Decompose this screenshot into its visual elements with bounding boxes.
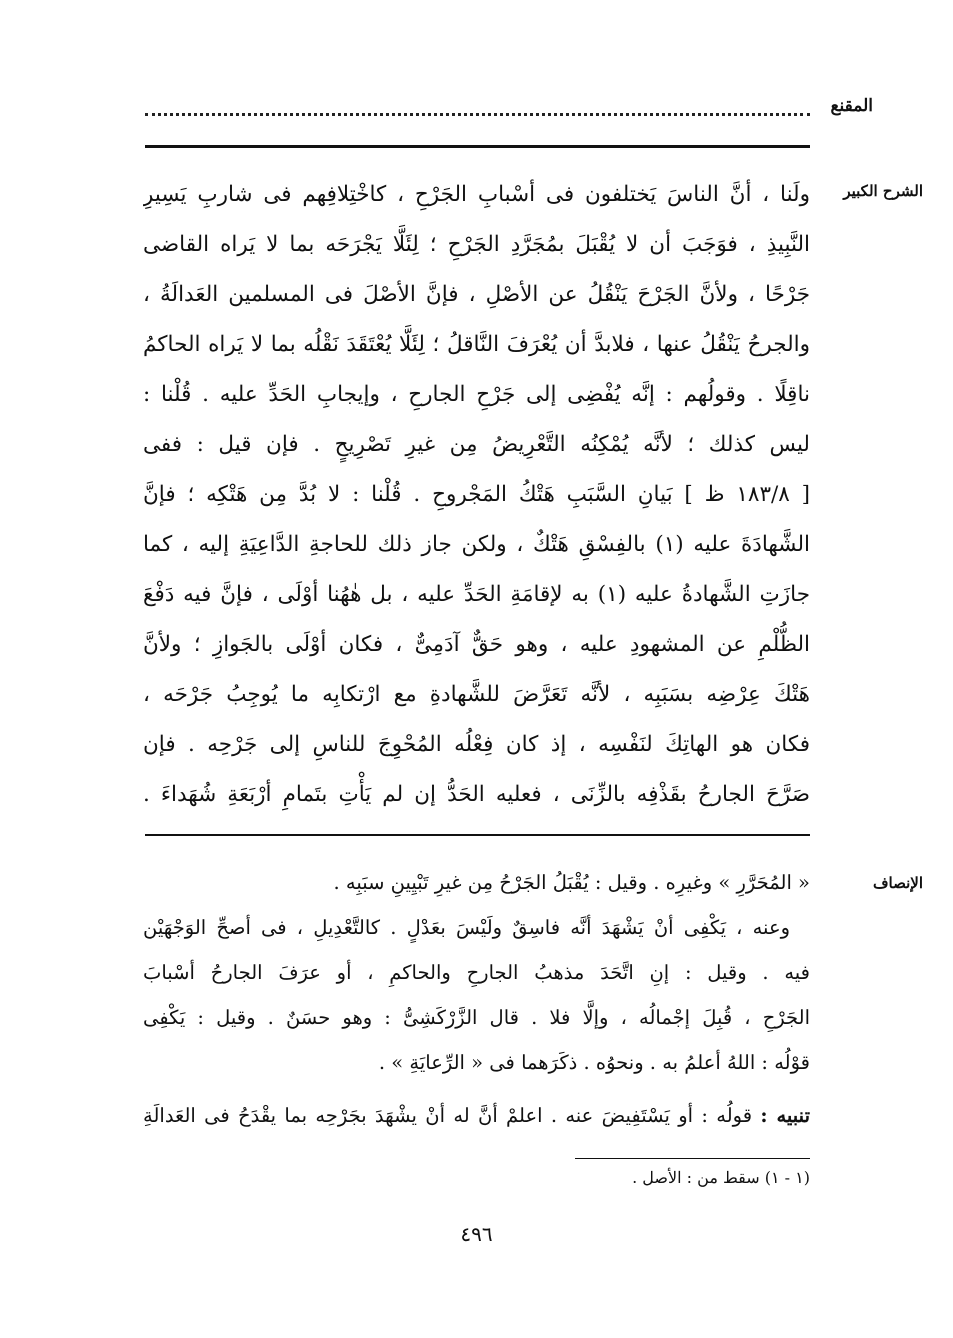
text-line: [ ١٨٣/٨ ظ ] بَيانِ السَّبَبِ هَتْكُ المَجْروحِ . قُلْنا : لا بُدَّ مِن هَتْكِه ؛ فإنَّ (143, 482, 810, 507)
footnote: (١ - ١) سقط من : الأصل . (632, 1168, 810, 1187)
side-label-sharh: الشرح الكبير (843, 182, 923, 200)
text-line: فيه . وقيل : إنِ اتَّحَدَ مذهبُ الجارحِ والحاكمِ ، أو عرَفَ الجارحُ أسْبابَ (143, 961, 810, 984)
text-line: « المُحَرَّرِ » وغيرِه . وقيل : يُقْبَلُ الجَرْحُ مِن غيرِ تَبْيِينِ سبَبِه . (333, 871, 810, 894)
main-commentary-text (143, 170, 810, 820)
text-line: قوْلُه : اللهُ أعلمُ به . ونحوُه . ذكَرَهما فى « الرِّعايَةِ » . (378, 1051, 810, 1074)
text-line: صَرَّحَ الجارحُ بقَذْفِه بالزِّنَى ، فعليه الحَدُّ إن لم يَأْتِ بتَمامِ أرْبَعَةِ شُهَداءَ . (143, 782, 810, 807)
text-line: جَرْحًا ، ولأنَّ الجَرْحَ يَنْقُلُ عن الأصْلِ ، فإنَّ الأصْلَ فى المسلمين العَدالَةُ ، (143, 282, 810, 307)
text-line: ناقِلًا . وقولُهم : إنَّه يُفْضِى إلى جَرْحِ الجارحِ ، وإيجابِ الحَدِّ عليه . قُلْنا : (143, 382, 810, 407)
text-line: والجرحُ يَنْقُلُ عنها ، فلابدَّ أن يُعْرَفَ النَّاقلُ ؛ لِئَلَّا يُعْتَقَدَ نَقْلُه بما لا يَراه الحاكمُ (143, 332, 810, 357)
side-label-insaf: الإنصاف (872, 874, 923, 892)
tanbih-text: قولُه : أو يَسْتَفِيضَ عنه . اعلمْ أنَّ له أنْ يشْهَدَ بجَرْحِه بما يقْدَحُ فى العَدالَةِ (143, 1104, 753, 1127)
text-line: ولَنا ، أنَّ الناسَ يَختلفون فى أسْبابِ الجَرْحِ ، كاخْتِلافِهم فى شاربِ يَسِيرِ (143, 182, 810, 207)
text-line: جازَتِ الشَّهادةُ عليه (١) به لإقامَةِ الحَدِّ عليه ، بل هٰهُنا أوْلَى ، فإنَّ فيه دَفْعَ (143, 582, 810, 607)
tanbih-line (143, 1093, 810, 1138)
insaf-text (143, 860, 810, 1138)
text-line: النَّبِيذِ ، فوَجَبَ أن لا يُقْبَلَ بمُجَرَّدِ الجَرْحِ ؛ لِئَلَّا يَجْرَحَه بما لا يَراه القاضى (143, 232, 810, 257)
text-line: الظُّلْمِ عن المشهودِ عليه ، وهو حَقٌّ آدَمِىٌّ ، فكان أوْلَى بالجَوازِ ؛ ولأنَّ (143, 632, 810, 657)
running-header-title: المقنع (830, 96, 873, 116)
text-line: الجَرْحِ ، قُبِلَ إجْمالُه ، وإلَّا فلا . قال الزَّرْكَشِىُّ : وهو حسَنٌ . وقيل : يَكْفِى (143, 1006, 810, 1029)
text-line: وعنه ، يَكْفِى أنْ يَشْهَدَ أنَّه فاسِقٌ ولَيْسَ بعَدْلٍ . كالتَّعْدِيلِ ، فى أصحِّ الوَجْهَيْن (143, 916, 790, 939)
header-dotted-line (145, 96, 810, 116)
header-rule (145, 145, 810, 148)
section-divider (145, 834, 810, 836)
tanbih-label: تنبيه : (760, 1104, 810, 1127)
footnote-rule (575, 1158, 810, 1159)
text-line: ليس كذلك ؛ لأنَّه يُمْكِنُه التَّعْرِيضُ مِن غيرِ تَصْرِيحٍ . فإن قيل : ففى (143, 432, 810, 457)
page-number: ٤٩٦ (460, 1222, 493, 1246)
text-line: فكان هو الهاتِكَ لنَفْسِه ، إذ كان فِعْلُه المُحْوِجَ للناسِ إلى جَرْحِه . فإن (143, 732, 810, 757)
text-line: الشَّهادَةَ عليه (١) بالفِسْقِ هَتْكٌ ، ولكن جاز ذلك للحاجةِ الدَّاعِيَةِ إليه ، كما (143, 532, 810, 557)
paragraph-gap (143, 1085, 810, 1093)
text-line: هَتْكَ عِرْضِه بسَبَبِه ، لأنَّه تَعَرَّضَ للشَّهادةِ مع ارْتكابِه ما يُوجِبُ جَرْحَه ، (143, 682, 810, 707)
